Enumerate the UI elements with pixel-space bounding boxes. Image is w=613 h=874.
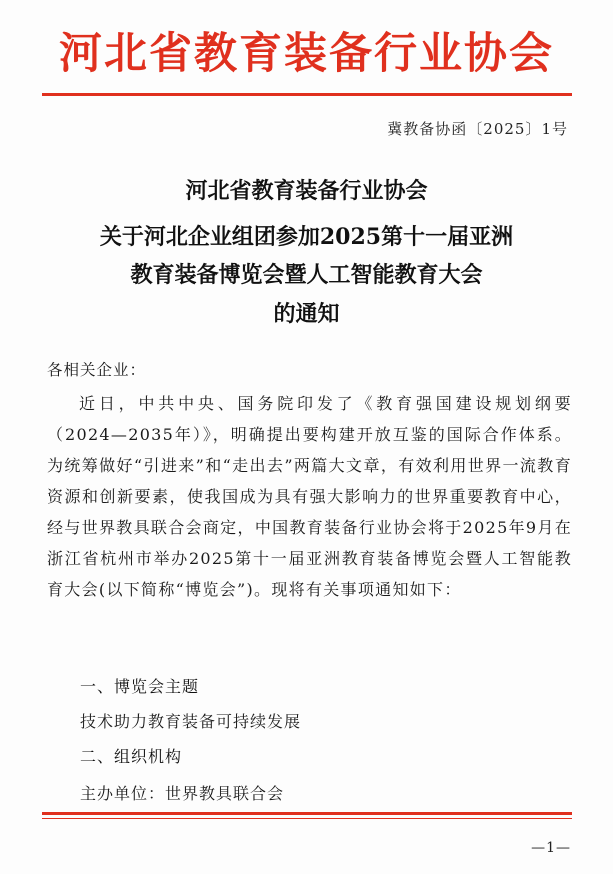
- section-content-organizer: 主办单位：世界教具联合会: [80, 784, 285, 803]
- title-line-4: 的通知: [273, 301, 340, 327]
- footer-divider-thin: [42, 818, 572, 819]
- title-line-3: 教育装备博览会暨人工智能教育大会: [130, 262, 483, 288]
- title-line-2: 关于河北企业组团参加2025第十一届亚洲: [99, 224, 514, 250]
- footer-divider-thick: [42, 812, 572, 815]
- document-number: 冀教备协函〔2025〕1号: [387, 120, 568, 138]
- salutation: 各相关企业：: [47, 361, 147, 379]
- section-heading-organization: 二、组织机构: [80, 747, 183, 766]
- title-line-1: 河北省教育装备行业协会: [185, 178, 428, 204]
- section-heading-theme: 一、博览会主题: [80, 677, 200, 696]
- section-content-theme: 技术助力教育装备可持续发展: [80, 712, 302, 731]
- masthead-divider: [42, 93, 572, 96]
- body-paragraph: 近日，中共中央、国务院印发了《教育强国建设规划纲要（2024—2035年）》，明确提出要构建开放互鉴的国际合作体系。为统筹做好“引进来”和“走出去”两篇大文章，有效利用世界一流教育资源和创新要素，使我国成为具有强大影响力的世界重要教育中心，经与世界教具联合会商定，中国教育装备行业协会将于2025年9月在浙江省杭州市举办2025第十一届亚洲教育装备博览会暨人工智能教育大会(以下简称“博览会”)。现将有关事项通知如下：: [47, 394, 572, 599]
- page-number: —1—: [531, 840, 571, 856]
- masthead-organization: 河北省教育装备行业协会: [59, 29, 554, 79]
